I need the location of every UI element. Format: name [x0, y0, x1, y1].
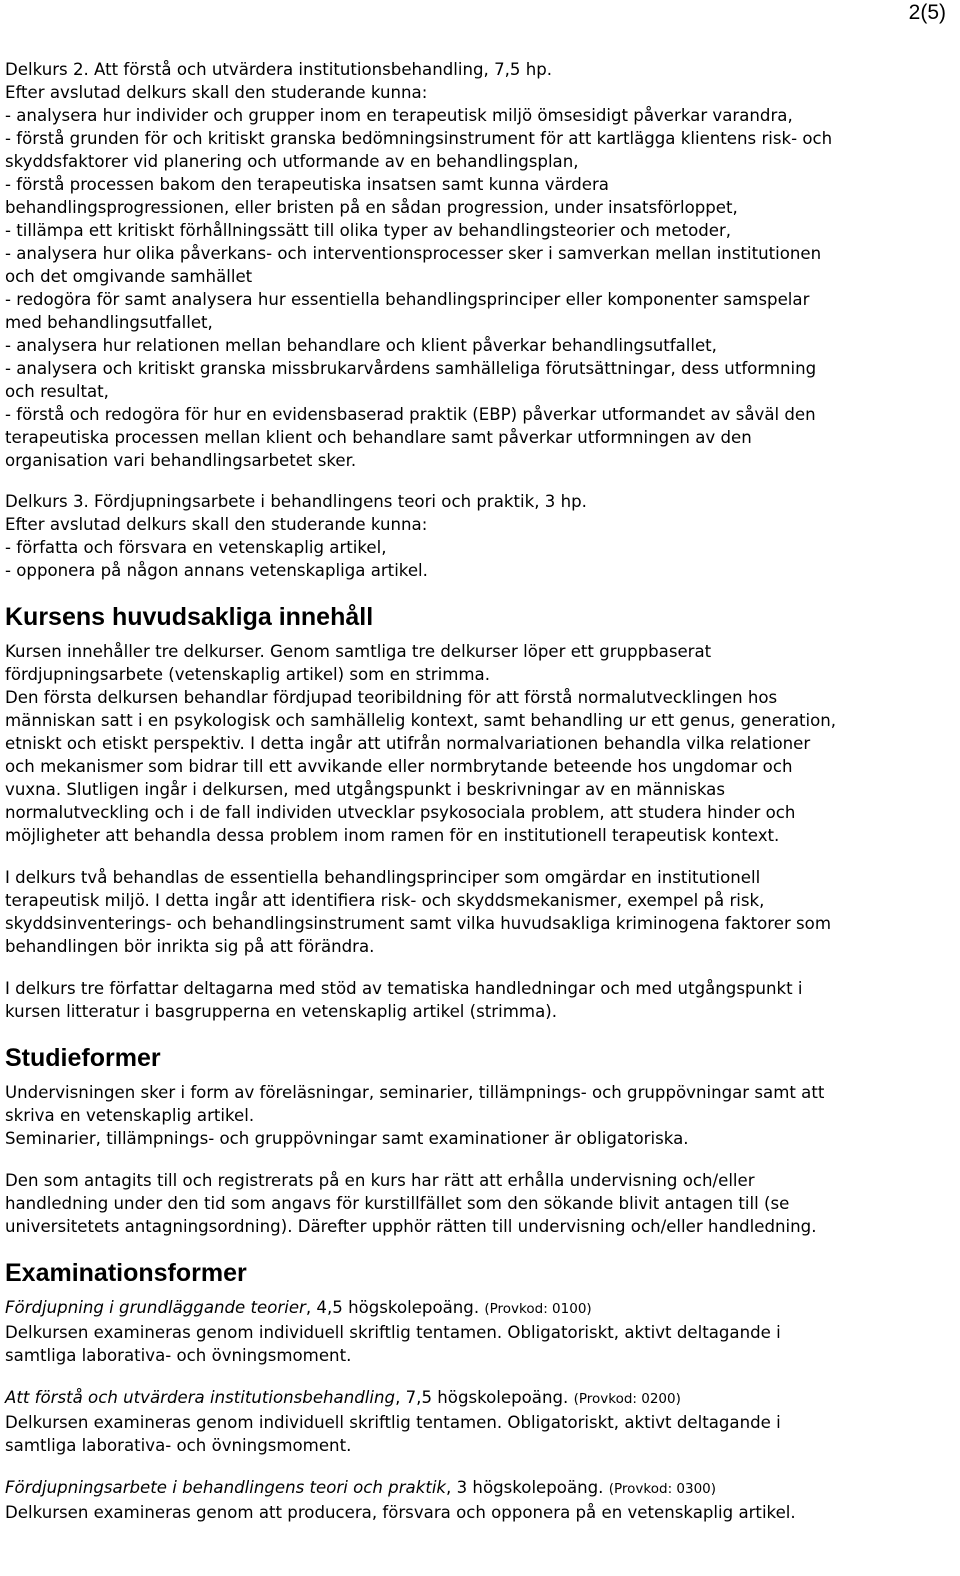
exam-item-code: (Provkod: 0300)	[608, 1481, 717, 1497]
exam-item-code: (Provkod: 0100)	[484, 1301, 592, 1317]
text-line: behandlingsprogressionen, eller bristen på en sådan progression, under insatsförloppet,	[5, 198, 738, 217]
text-line: behandlingen bör inrikta sig på att förändra.	[5, 937, 375, 956]
exam-item-name: Att förstå och utvärdera institutionsbehandling	[5, 1388, 396, 1407]
exam-item	[5, 1476, 955, 1524]
list-item: - förstå och redogöra för hur en evidensbaserad praktik (EBP) påverkar utformandet av såväl den	[5, 405, 816, 424]
text-line: terapeutiska processen mellan klient och behandlare samt påverkar utformningen av den	[5, 428, 752, 447]
exam-item-credits: , 7,5 högskolepoäng.	[395, 1388, 569, 1407]
text-line: samtliga laborativa- och övningsmoment.	[5, 1346, 352, 1365]
text-line: och resultat,	[5, 382, 109, 401]
exam-item-header	[5, 1296, 955, 1321]
list-item: - analysera hur relationen mellan behandlare och klient påverkar behandlingsutfallet,	[5, 336, 717, 355]
studieformer-paragraph-2	[5, 1169, 955, 1238]
text-line: människan satt i en psykologisk och samhällelig kontext, samt behandling ur ett genus, generation,	[5, 711, 837, 730]
text-line: Delkursen examineras genom individuell skriftlig tentamen. Obligatoriskt, aktivt deltagande i	[5, 1413, 781, 1432]
section-heading-examination: Examinationsformer	[5, 1259, 247, 1287]
text-line: kursen litteratur i basgrupperna en vetenskaplig artikel (strimma).	[5, 1002, 557, 1021]
innehall-paragraph-2	[5, 866, 955, 958]
list-item: - opponera på någon annans vetenskapliga artikel.	[5, 561, 428, 580]
list-item: - författa och försvara en vetenskaplig artikel,	[5, 538, 387, 557]
text-line: Delkursen examineras genom individuell skriftlig tentamen. Obligatoriskt, aktivt deltagande i	[5, 1323, 781, 1342]
text-line: Efter avslutad delkurs skall den studerande kunna:	[5, 515, 428, 534]
text-line: organisation vari behandlingsarbetet sker.	[5, 451, 357, 470]
exam-item-name: Fördjupning i grundläggande teorier	[5, 1298, 306, 1317]
list-item: - tillämpa ett kritiskt förhållningssätt till olika typer av behandlingsteorier och metoder,	[5, 221, 732, 240]
document-body	[5, 58, 955, 1524]
text-line: fördjupningsarbete (vetenskaplig artikel) som en strimma.	[5, 665, 490, 684]
delkurs-3-section	[5, 490, 955, 582]
studieformer-paragraph-1	[5, 1081, 955, 1150]
text-line: med behandlingsutfallet,	[5, 313, 213, 332]
innehall-paragraph-1	[5, 640, 955, 847]
innehall-paragraph-3	[5, 977, 955, 1023]
page-number: 2(5)	[908, 1, 946, 24]
delkurs-3-title: Delkurs 3. Fördjupningsarbete i behandlingens teori och praktik, 3 hp.	[5, 492, 587, 511]
text-line: och det omgivande samhället	[5, 267, 253, 286]
exam-item-credits: , 4,5 högskolepoäng.	[305, 1298, 480, 1317]
text-line: Den som antagits till och registrerats på en kurs har rätt att erhålla undervisning och/eller	[5, 1171, 755, 1190]
text-line: normalutveckling och i de fall individen utvecklar psykosociala problem, att studera hinder och	[5, 803, 796, 822]
section-heading-studieformer: Studieformer	[5, 1044, 161, 1072]
text-line: Kursen innehåller tre delkurser. Genom samtliga tre delkurser löper ett gruppbaserat	[5, 642, 712, 661]
exam-item	[5, 1386, 955, 1457]
list-item: - analysera hur individer och grupper inom en terapeutisk miljö ömsesidigt påverkar varandra,	[5, 106, 793, 125]
list-item: - förstå processen bakom den terapeutiska insatsen samt kunna värdera	[5, 175, 609, 194]
text-line: vuxna. Slutligen ingår i delkursen, med utgångspunkt i beskrivningar av en människas	[5, 780, 725, 799]
text-line: I delkurs tre författar deltagarna med stöd av tematiska handledningar och med utgångspunkt i	[5, 979, 803, 998]
list-item: - analysera och kritiskt granska missbrukarvårdens samhälleliga förutsättningar, dess utformning	[5, 359, 817, 378]
text-line: skyddsinventerings- och behandlingsinstrument samt vilka huvudsakliga kriminogena faktorer som	[5, 914, 832, 933]
exam-item-header	[5, 1386, 955, 1411]
text-line: etniskt och etiskt perspektiv. I detta ingår att utifrån normalvariationen behandla vilka relationer	[5, 734, 811, 753]
text-line: Den första delkursen behandlar fördjupad teoribildning för att förstå normalutvecklingen hos	[5, 688, 778, 707]
list-item: - analysera hur olika påverkans- och interventionsprocesser sker i samverkan mellan institutionen	[5, 244, 822, 263]
exam-item-name: Fördjupningsarbete i behandlingens teori och praktik	[5, 1478, 447, 1497]
text-line: och mekanismer som bidrar till ett avvikande eller normbrytande beteende hos ungdomar och	[5, 757, 793, 776]
delkurs-2-title: Delkurs 2. Att förstå och utvärdera institutionsbehandling, 7,5 hp.	[5, 60, 553, 79]
text-line: Seminarier, tillämpnings- och gruppövningar samt examinationer är obligatoriska.	[5, 1129, 689, 1148]
text-line: skriva en vetenskaplig artikel.	[5, 1106, 255, 1125]
text-line: Delkursen examineras genom att producera, försvara och opponera på en vetenskaplig artikel.	[5, 1503, 796, 1522]
list-item: - redogöra för samt analysera hur essentiella behandlingsprinciper eller komponenter samspelar	[5, 290, 810, 309]
delkurs-2-section	[5, 58, 955, 472]
text-line: universitetets antagningsordning). Därefter upphör rätten till undervisning och/eller handledning.	[5, 1217, 817, 1236]
text-line: samtliga laborativa- och övningsmoment.	[5, 1436, 352, 1455]
text-line: handledning under den tid som angavs för kurstillfället som den sökande blivit antagen till (se	[5, 1194, 790, 1213]
section-heading-innehall: Kursens huvudsakliga innehåll	[5, 603, 374, 631]
exam-item-credits: , 3 högskolepoäng.	[446, 1478, 604, 1497]
exam-item-code: (Provkod: 0200)	[573, 1391, 681, 1407]
exam-item-header	[5, 1476, 955, 1501]
text-line: skyddsfaktorer vid planering och utformande av en behandlingsplan,	[5, 152, 579, 171]
text-line: möjligheter att behandla dessa problem inom ramen för en institutionell terapeutisk kontext.	[5, 826, 780, 845]
text-line: terapeutisk miljö. I detta ingår att identifiera risk- och skyddsmekanismer, exempel på risk,	[5, 891, 765, 910]
exam-item	[5, 1296, 955, 1367]
text-line: I delkurs två behandlas de essentiella behandlingsprinciper som omgärdar en institutionell	[5, 868, 761, 887]
text-line: Efter avslutad delkurs skall den studerande kunna:	[5, 83, 428, 102]
text-line: Undervisningen sker i form av föreläsningar, seminarier, tillämpnings- och gruppövningar samt att	[5, 1083, 825, 1102]
list-item: - förstå grunden för och kritiskt granska bedömningsinstrument för att kartlägga klientens risk- och	[5, 129, 833, 148]
